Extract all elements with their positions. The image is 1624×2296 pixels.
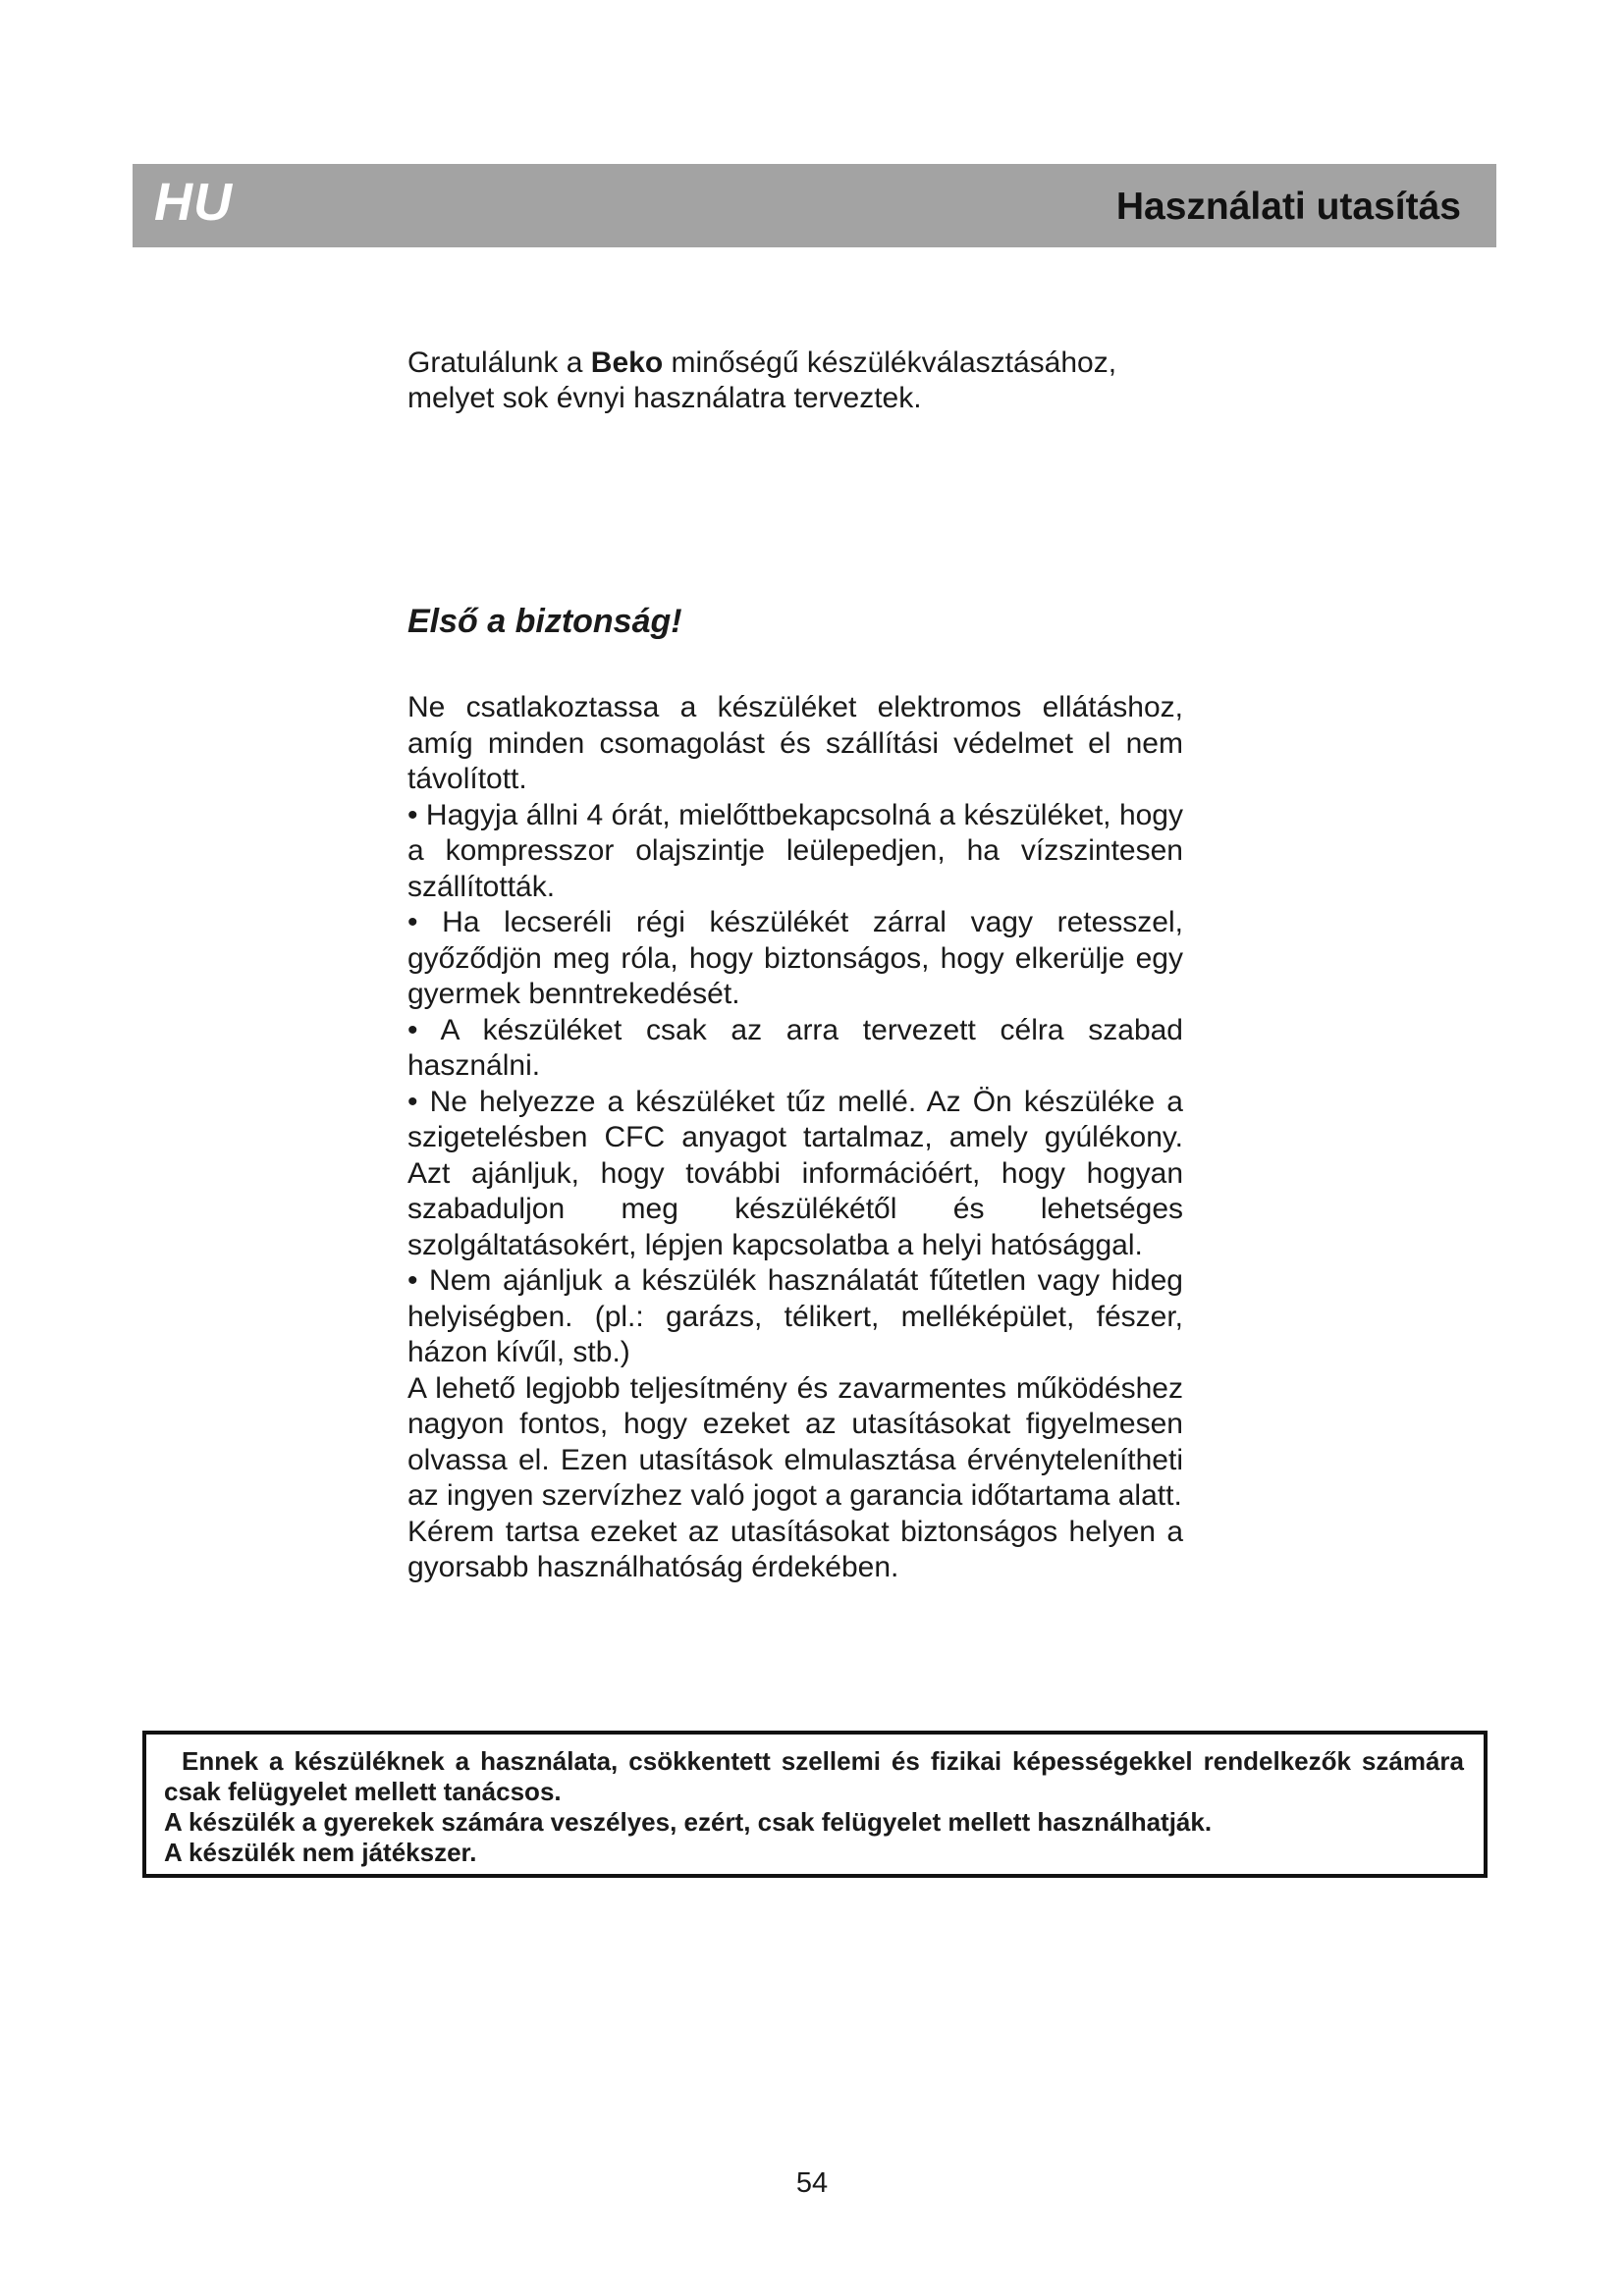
intro-text-start: Gratulálunk a: [407, 347, 591, 379]
brand-name: Beko: [590, 347, 664, 379]
safety-bullet: • Nem ajánljuk a készülék használatát fűtetlen vagy hideg helyiségben. (pl.: garázs, télikert, melléképület, fészer, házon kívűl, stb.): [407, 1264, 1183, 1368]
header-bar: [133, 164, 1496, 247]
safety-paragraph: Kérem tartsa ezeket az utasításokat biztonságos helyen a gyorsabb használhatóság érdekében.: [407, 1515, 1183, 1583]
warning-notice-box: [142, 1731, 1488, 1878]
language-code: HU: [154, 173, 233, 232]
safety-bullet: • Ne helyezze a készüléket tűz mellé. Az Ön készüléke a szigetelésben CFC anyagot tartalmaz, amely gyúlékony. Azt ajánljuk, hogy további információért, hogy hogyan szabaduljon meg készülékétől és lehetséges szolgáltatásokért, lépjen kapcsolatba a helyi hatósággal.: [407, 1085, 1183, 1261]
notice-line: A készülék a gyerekek számára veszélyes, ezért, csak felügyelet mellett használhatják.: [164, 1807, 1213, 1837]
notice-line: A készülék nem játékszer.: [164, 1838, 477, 1867]
notice-line: Ennek a készüléknek a használata, csökkentett szellemi és fizikai képességekkel rendelkezők számára csak felügyelet mellett tanácsos.: [164, 1746, 1464, 1806]
main-content: [407, 346, 1183, 1586]
safety-bullet: • Hagyja állni 4 órát, mielőttbekapcsolná a készüléket, hogy a kompresszor olajszintje leülepedjen, ha vízszintesen szállították.: [407, 798, 1183, 903]
safety-bullet: • A készüléket csak az arra tervezett célra szabad használni.: [407, 1013, 1183, 1082]
safety-paragraph: A lehető legjobb teljesítmény és zavarmentes működéshez nagyon fontos, hogy ezeket az utasításokat figyelmesen olvassa el. Ezen utasítások elmulasztása érvénytelenítheti az ingyen szervízhez való jogot a garancia időtartama alatt.: [407, 1371, 1183, 1512]
safety-section-title: Első a biztonság!: [407, 603, 682, 640]
safety-bullet: • Ha lecseréli régi készülékét zárral vagy retesszel, győződjön meg róla, hogy biztonságos, hogy elkerülje egy gyermek benntrekedését.: [407, 906, 1183, 1010]
intro-paragraph: [407, 346, 1183, 416]
document-title: Használati utasítás: [1115, 186, 1461, 228]
intro-text-end: minőségű készülékválasztásához, melyet sok évnyi használatra terveztek.: [407, 347, 1117, 414]
safety-paragraph: Ne csatlakoztassa a készüléket elektromos ellátáshoz, amíg minden csomagolást és szállítási védelmet el nem távolított.: [407, 691, 1183, 795]
page-number: 54: [795, 2167, 829, 2199]
